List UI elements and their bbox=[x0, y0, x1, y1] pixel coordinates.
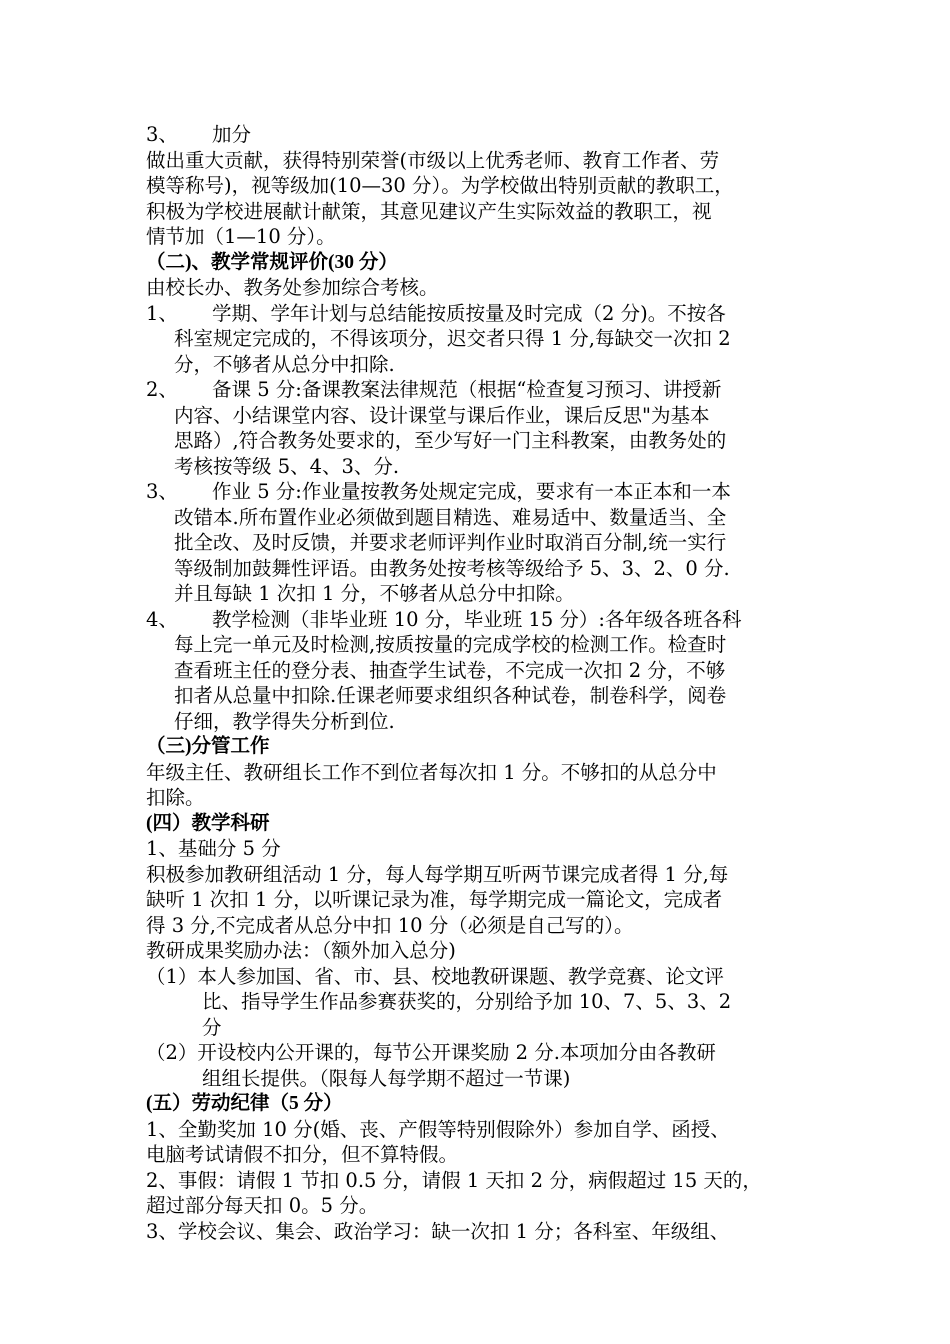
item-text: 加分 bbox=[212, 123, 252, 146]
item-number: 1、 bbox=[146, 301, 178, 325]
list-item-3 bbox=[146, 479, 814, 505]
item-continuation: 分 bbox=[202, 1015, 222, 1039]
item-text: 作业 5 分:作业量按教务处规定完成，要求有一本正本和一本 bbox=[212, 480, 731, 503]
reward-item-2: （2）开设校内公开课的，每节公开课奖励 2 分.本项加分由各教研 bbox=[146, 1041, 716, 1064]
section-heading-5: (五）劳动纪律（5 分） bbox=[146, 1093, 343, 1114]
paragraph-line: 超过部分每天扣 0。5 分。 bbox=[146, 1194, 379, 1217]
item-continuation: 仔细，教学得失分析到位. bbox=[174, 709, 395, 733]
paragraph-line: 积极为学校进展献计献策，其意见建议产生实际效益的教职工，视 bbox=[146, 199, 712, 223]
item-continuation: 分，不够者从总分中扣除. bbox=[174, 352, 395, 376]
bonus-heading bbox=[146, 122, 814, 148]
item-continuation: 科室规定完成的，不得该项分，迟交者只得 1 分,每缺交一次扣 2 bbox=[174, 327, 731, 350]
paragraph-line: 模等称号)，视等级加(10—30 分）。为学校做出特别贡献的教职工， bbox=[146, 174, 734, 197]
item-continuation: 思路）,符合教务处要求的，至少写好一门主科教案，由教务处的 bbox=[174, 429, 727, 452]
item-continuation: 等级制加鼓舞性评语。由教务处按考核等级给予 5、3、2、0 分. bbox=[174, 556, 730, 580]
paragraph-line: 缺听 1 次扣 1 分，以听课记录为准，每学期完成一篇论文，完成者 bbox=[146, 888, 723, 911]
item-text: 教学检测（非毕业班 10 分，毕业班 15 分）:各年级各班各科 bbox=[212, 607, 742, 631]
item-continuation: 考核按等级 5、4、3、分. bbox=[174, 454, 400, 478]
section-heading-3: （三)分管工作 bbox=[146, 736, 270, 757]
section-heading-4: (四）教学科研 bbox=[146, 812, 270, 834]
paragraph-line: 1、全勤奖加 10 分(婚、丧、产假等特别假除外）参加自学、函授、 bbox=[146, 1117, 730, 1141]
item-continuation: 查看班主任的登分表、抽查学生试卷，不完成一次扣 2 分，不够 bbox=[174, 658, 726, 682]
item-continuation: 比、指导学生作品参赛获奖的，分别给予加 10、7、5、3、2 bbox=[202, 990, 732, 1013]
paragraph-line: 情节加（1—10 分）。 bbox=[146, 225, 336, 248]
item-continuation: 批全改、及时反馈，并要求老师评判作业时取消百分制,统一实行 bbox=[174, 531, 727, 554]
section-heading-2: （二)、教学常规评价(30 分） bbox=[146, 251, 398, 273]
item-number: 2、 bbox=[146, 378, 178, 401]
paragraph-line: 由校长办、教务处参加综合考核。 bbox=[146, 276, 439, 299]
reward-item-1: （1）本人参加国、省、市、县、校地教研课题、教学竞赛、论文评 bbox=[146, 964, 724, 988]
paragraph-line: 教研成果奖励办法：（额外加入总分) bbox=[146, 939, 456, 962]
item-number: 3、 bbox=[146, 480, 178, 503]
paragraph-line: 年级主任、教研组长工作不到位者每次扣 1 分。不够扣的从总分中 bbox=[146, 760, 717, 784]
item-text: 学期、学年计划与总结能按质按量及时完成（2 分)。不按各 bbox=[212, 301, 726, 325]
item-number: 3、 bbox=[146, 123, 178, 146]
item-continuation: 改错本.所布置作业必须做到题目精选、难易适中、数量适当、全 bbox=[174, 505, 727, 529]
list-item-2 bbox=[146, 377, 814, 403]
paragraph-line: 2、事假：请假 1 节扣 0.5 分，请假 1 天扣 2 分，病假超过 15 天的， bbox=[146, 1168, 762, 1192]
item-continuation: 扣者从总量中扣除.任课老师要求组织各种试卷，制卷科学，阅卷 bbox=[174, 684, 727, 707]
item-continuation: 组组长提供。（限每人每学期不超过一节课) bbox=[202, 1066, 571, 1090]
item-continuation: 内容、小结课堂内容、设计课堂与课后作业，课后反思"为基本 bbox=[174, 403, 710, 427]
item-text: 备课 5 分:备课教案法律规范（根据“检查复习预习、讲授新 bbox=[212, 378, 722, 401]
item-number: 4、 bbox=[146, 607, 178, 631]
paragraph-line: 扣除。 bbox=[146, 786, 205, 809]
paragraph-line: 1、基础分 5 分 bbox=[146, 837, 281, 860]
paragraph-line: 积极参加教研组活动 1 分，每人每学期互听两节课完成者得 1 分,每 bbox=[146, 862, 729, 886]
paragraph-line: 做出重大贡献，获得特别荣誉(市级以上优秀老师、教育工作者、劳 bbox=[146, 148, 720, 172]
item-continuation: 每上完一单元及时检测,按质按量的完成学校的检测工作。检查时 bbox=[174, 633, 727, 656]
list-item-1 bbox=[146, 301, 814, 327]
paragraph-line: 得 3 分,不完成者从总分中扣 10 分（必须是自己写的）。 bbox=[146, 913, 634, 937]
paragraph-line: 3、学校会议、集会、政治学习：缺一次扣 1 分；各科室、年级组、 bbox=[146, 1219, 730, 1243]
list-item-4 bbox=[146, 607, 814, 633]
paragraph-line: 电脑考试请假不扣分，但不算特假。 bbox=[146, 1143, 459, 1166]
item-continuation: 并且每缺 1 次扣 1 分，不够者从总分中扣除。 bbox=[174, 582, 575, 605]
document-page bbox=[146, 122, 814, 1244]
